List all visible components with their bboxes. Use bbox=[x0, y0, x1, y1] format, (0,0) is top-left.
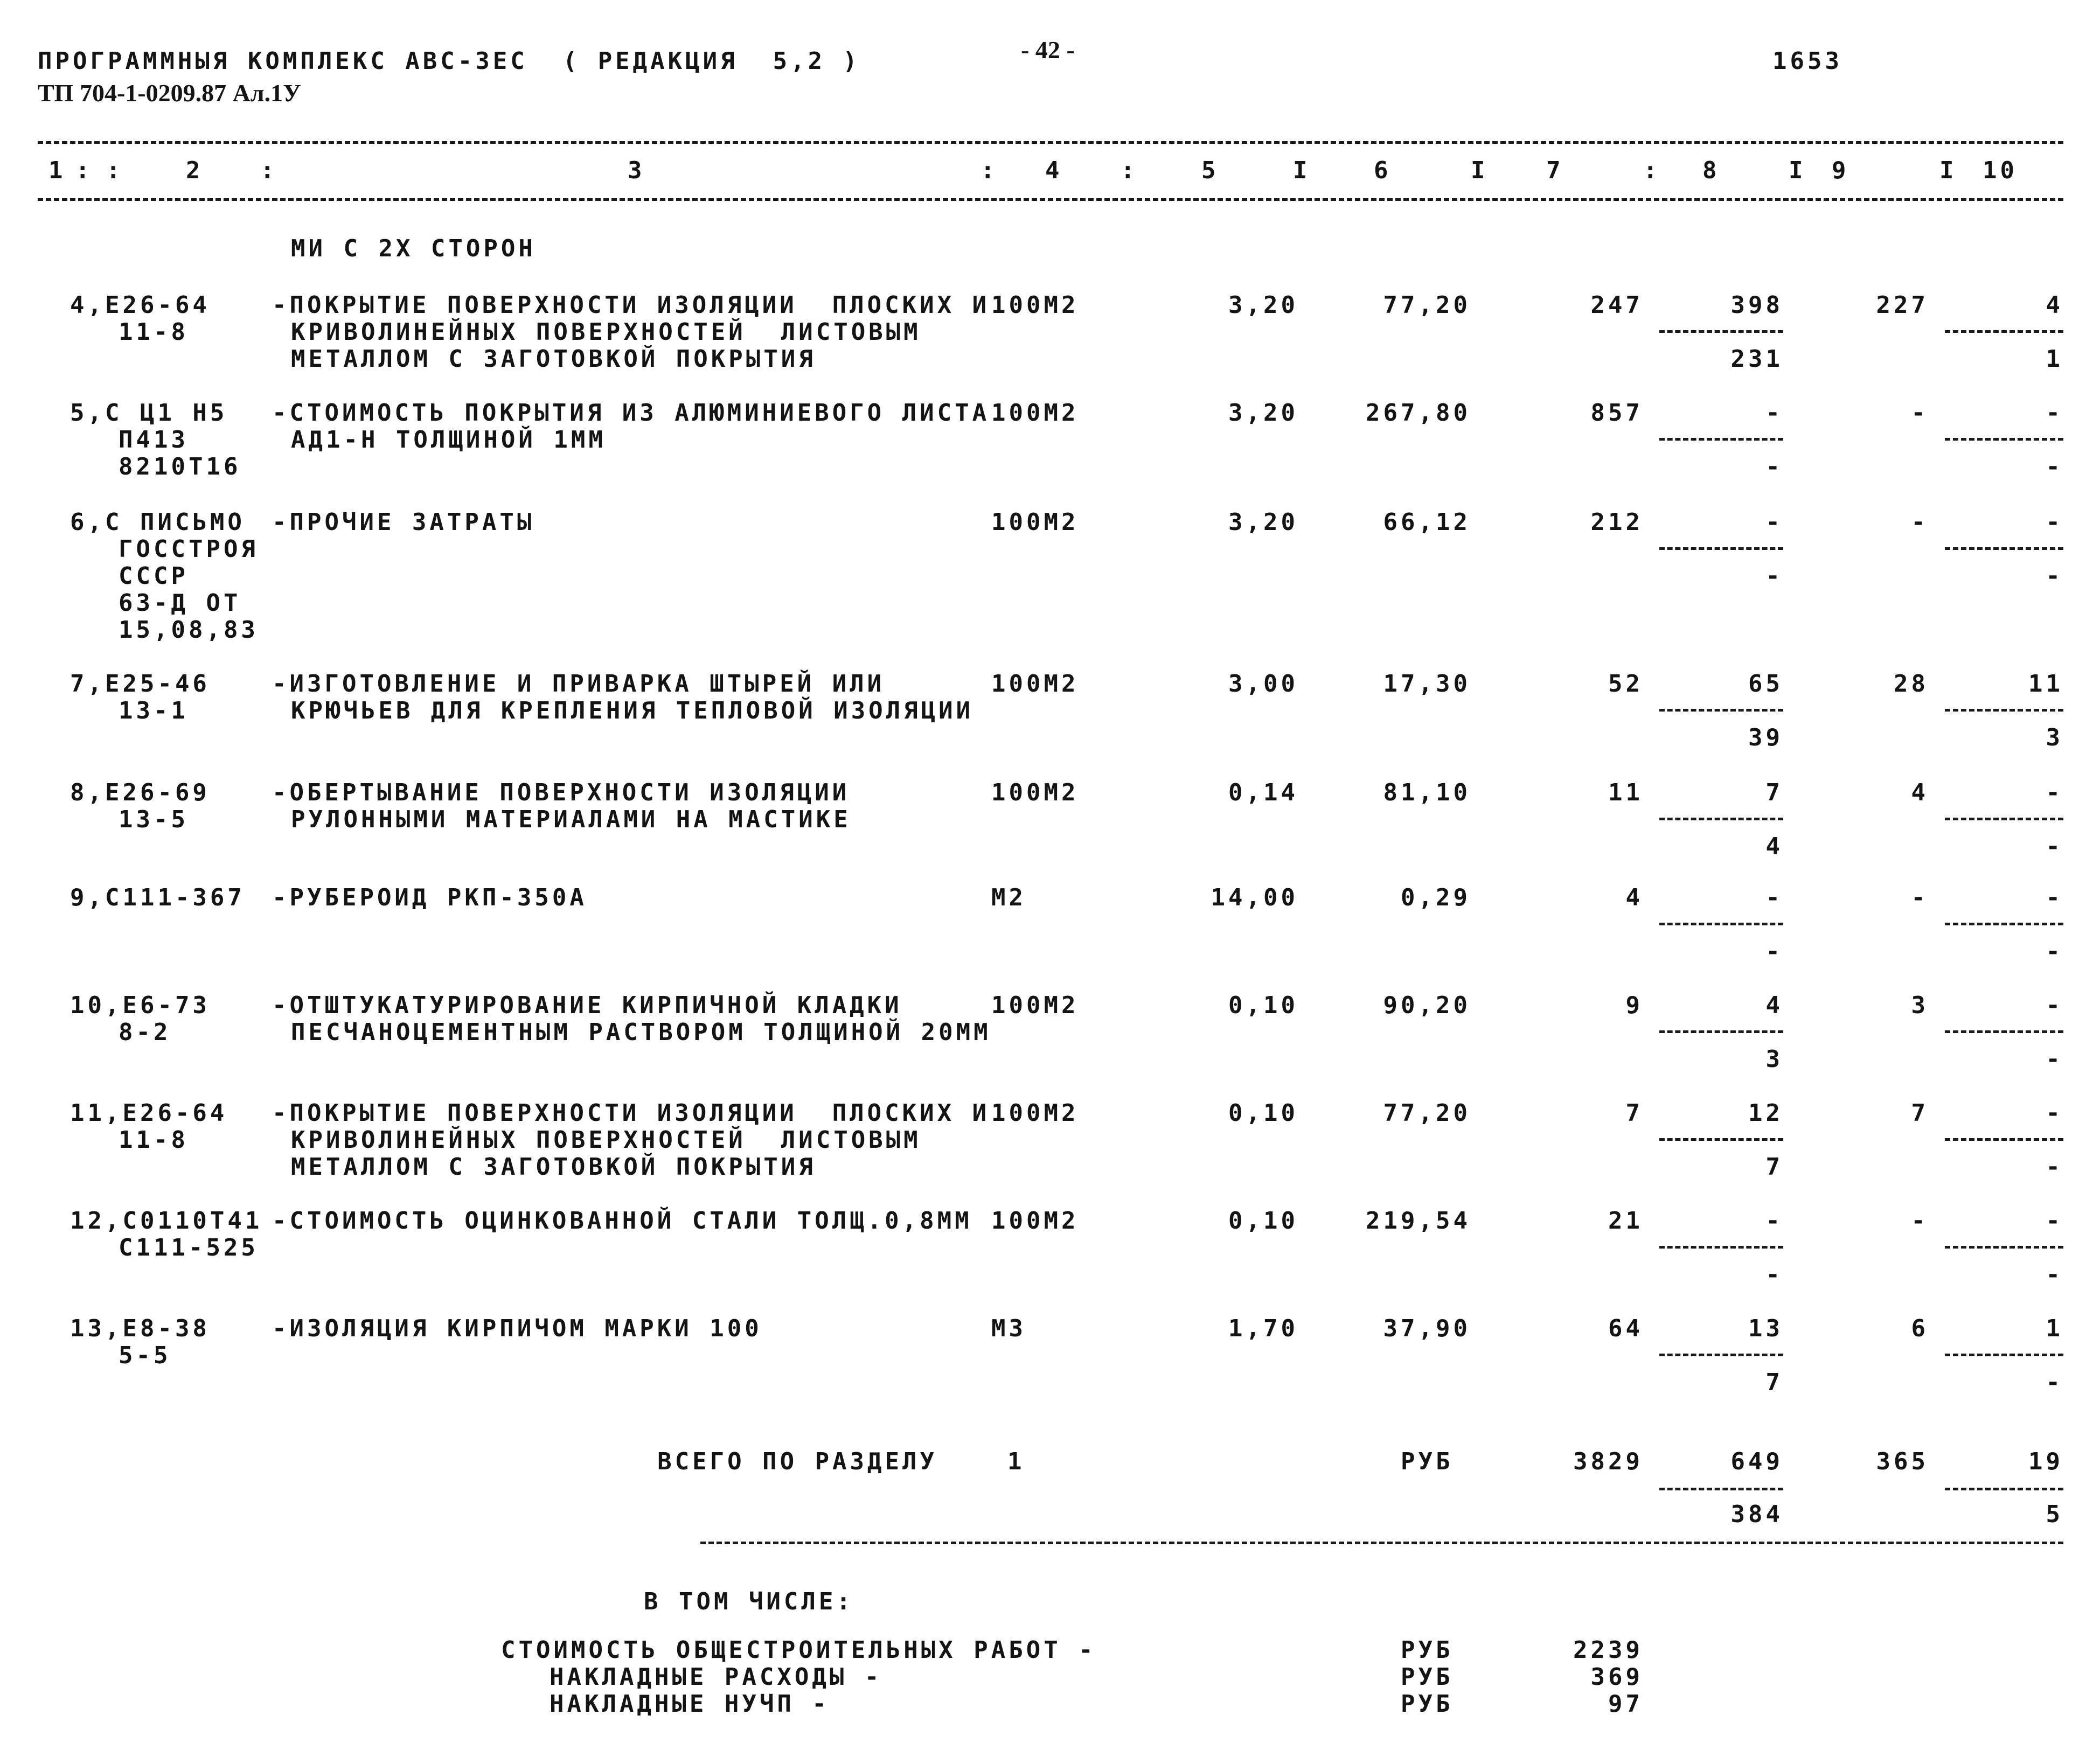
row-col10-divider bbox=[1945, 1030, 2063, 1033]
page-number: - 42 - bbox=[1021, 36, 1075, 64]
header-rule-top bbox=[38, 141, 2063, 144]
row-total: 21 bbox=[1608, 1207, 1643, 1235]
row-col8-divider bbox=[1659, 1138, 1783, 1141]
row-code-line: 63-Д ОТ bbox=[119, 589, 241, 617]
breakdown-unit: РУБ bbox=[1401, 1690, 1454, 1718]
row-col10-upper: - bbox=[2046, 1099, 2063, 1127]
row-col9: 28 bbox=[1894, 670, 1929, 698]
row-code-line: 11-8 bbox=[119, 1126, 189, 1154]
row-col10-lower: - bbox=[2046, 562, 2063, 590]
row-col10-divider bbox=[1945, 1138, 2063, 1141]
row-quantity: 1,70 bbox=[1228, 1315, 1298, 1342]
row-col10-lower: - bbox=[2046, 453, 2063, 480]
row-total: 857 bbox=[1590, 399, 1643, 427]
row-description-line: -ИЗОЛЯЦИЯ КИРПИЧОМ МАРКИ 100 bbox=[272, 1315, 762, 1342]
row-code-line: 7,Е25-46 bbox=[70, 670, 210, 698]
row-col8-divider bbox=[1659, 1246, 1783, 1249]
row-col10-divider bbox=[1945, 709, 2063, 712]
row-col9: - bbox=[1911, 884, 1929, 911]
row-unit-price: 267,80 bbox=[1366, 399, 1471, 427]
row-col10-upper: - bbox=[2046, 1207, 2063, 1235]
column-separator: I bbox=[1939, 157, 1957, 184]
continuation-text: МИ С 2Х СТОРОН bbox=[291, 235, 536, 262]
document-number: ТП 704-1-0209.87 Ал.1У bbox=[38, 79, 301, 107]
row-code-line: 5-5 bbox=[119, 1342, 171, 1369]
total-section-number: 1 bbox=[1007, 1448, 1025, 1475]
row-col10-upper: - bbox=[2046, 884, 2063, 911]
row-code-line: 10,Е6-73 bbox=[70, 992, 210, 1019]
column-separator: : bbox=[106, 157, 124, 184]
column-separator: I bbox=[1471, 157, 1489, 184]
row-col8-upper: 12 bbox=[1748, 1099, 1783, 1127]
breakdown-value: 369 bbox=[1590, 1663, 1643, 1691]
row-code-line: СССР bbox=[119, 562, 189, 590]
row-col10-lower: 1 bbox=[2046, 345, 2063, 373]
row-col10-lower: - bbox=[2046, 1045, 2063, 1073]
row-unit-price: 81,10 bbox=[1383, 779, 1471, 806]
row-col8-upper: - bbox=[1765, 884, 1783, 911]
row-code-line: 15,08,83 bbox=[119, 616, 259, 644]
row-col8-lower: - bbox=[1765, 562, 1783, 590]
row-description-line: -ОТШТУКАТУРИРОВАНИЕ КИРПИЧНОЙ КЛАДКИ bbox=[272, 992, 902, 1019]
row-code-line: 9,С111-367 bbox=[70, 884, 245, 911]
row-col10-lower: - bbox=[2046, 1153, 2063, 1181]
row-col10-upper: - bbox=[2046, 508, 2063, 536]
row-col8-upper: 13 bbox=[1748, 1315, 1783, 1342]
row-quantity: 14,00 bbox=[1211, 884, 1298, 911]
row-unit: 100М2 bbox=[991, 508, 1079, 536]
row-code-line: 12,С0110Т41 bbox=[70, 1207, 263, 1235]
column-number: 7 bbox=[1546, 157, 1564, 184]
row-col10-upper: 11 bbox=[2028, 670, 2063, 698]
row-col9: - bbox=[1911, 399, 1929, 427]
row-col8-upper: 65 bbox=[1748, 670, 1783, 698]
row-description-line: МЕТАЛЛОМ С ЗАГОТОВКОЙ ПОКРЫТИЯ bbox=[291, 345, 816, 373]
including-label: В ТОМ ЧИСЛЕ: bbox=[644, 1588, 854, 1615]
row-description-line: -ОБЕРТЫВАНИЕ ПОВЕРХНОСТИ ИЗОЛЯЦИИ bbox=[272, 779, 850, 806]
row-unit-price: 0,29 bbox=[1401, 884, 1471, 911]
row-description-line: -ПОКРЫТИЕ ПОВЕРХНОСТИ ИЗОЛЯЦИИ ПЛОСКИХ И bbox=[272, 291, 990, 319]
row-unit-price: 90,20 bbox=[1383, 992, 1471, 1019]
breakdown-unit: РУБ bbox=[1401, 1636, 1454, 1664]
column-separator: I bbox=[1293, 157, 1311, 184]
row-col10-divider bbox=[1945, 330, 2063, 333]
column-separator: : bbox=[260, 157, 278, 184]
row-unit: 100М2 bbox=[991, 1099, 1079, 1127]
row-col10-lower: - bbox=[2046, 938, 2063, 965]
row-col9: - bbox=[1911, 1207, 1929, 1235]
row-description-line: -РУБЕРОИД РКП-350А bbox=[272, 884, 587, 911]
row-total: 9 bbox=[1625, 992, 1643, 1019]
column-separator: : bbox=[1643, 157, 1661, 184]
row-col8-upper: 7 bbox=[1765, 779, 1783, 806]
row-code-line: 11,Е26-64 bbox=[70, 1099, 228, 1127]
total-sum: 3829 bbox=[1573, 1448, 1643, 1475]
row-col8-lower: 7 bbox=[1765, 1153, 1783, 1181]
column-number: 1 bbox=[48, 157, 66, 184]
column-number: 6 bbox=[1374, 157, 1392, 184]
row-col8-upper: 4 bbox=[1765, 992, 1783, 1019]
row-unit: 100М2 bbox=[991, 1207, 1079, 1235]
program-title: ПРОГРАММНЫЯ КОМПЛЕКС АВС-ЗЕС ( РЕДАКЦИЯ 5,2 ) bbox=[38, 47, 861, 75]
row-code-line: 13,Е8-38 bbox=[70, 1315, 210, 1342]
row-col9: 7 bbox=[1911, 1099, 1929, 1127]
row-code-line: 13-1 bbox=[119, 697, 189, 724]
column-separator: : bbox=[981, 157, 998, 184]
total-unit: РУБ bbox=[1401, 1448, 1454, 1475]
row-code-line: 6,С ПИСЬМО bbox=[70, 508, 245, 536]
row-col10-lower: - bbox=[2046, 1369, 2063, 1396]
row-description-line: МЕТАЛЛОМ С ЗАГОТОВКОЙ ПОКРЫТИЯ bbox=[291, 1153, 816, 1181]
row-unit-price: 37,90 bbox=[1383, 1315, 1471, 1342]
row-unit: М3 bbox=[991, 1315, 1026, 1342]
row-col9: 3 bbox=[1911, 992, 1929, 1019]
column-separator: : bbox=[1121, 157, 1138, 184]
row-description-line: АД1-Н ТОЛЩИНОЙ 1ММ bbox=[291, 426, 606, 454]
row-quantity: 0,10 bbox=[1228, 1099, 1298, 1127]
row-col8-divider bbox=[1659, 1030, 1783, 1033]
column-number: 5 bbox=[1201, 157, 1219, 184]
breakdown-value: 2239 bbox=[1573, 1636, 1643, 1664]
row-unit: 100М2 bbox=[991, 399, 1079, 427]
row-col8-upper: - bbox=[1765, 1207, 1783, 1235]
row-col8-lower: - bbox=[1765, 1261, 1783, 1288]
column-number: 2 bbox=[186, 157, 204, 184]
row-total: 64 bbox=[1608, 1315, 1643, 1342]
row-col9: 227 bbox=[1876, 291, 1929, 319]
row-unit: М2 bbox=[991, 884, 1026, 911]
row-col10-divider bbox=[1945, 438, 2063, 441]
row-col10-lower: 3 bbox=[2046, 724, 2063, 751]
row-col10-lower: - bbox=[2046, 833, 2063, 860]
row-total: 212 bbox=[1590, 508, 1643, 536]
row-col8-divider bbox=[1659, 818, 1783, 820]
row-description-line: ПЕСЧАНОЦЕМЕНТНЫМ РАСТВОРОМ ТОЛЩИНОЙ 20ММ bbox=[291, 1019, 991, 1046]
row-col10-upper: - bbox=[2046, 779, 2063, 806]
total-col8-divider bbox=[1659, 1488, 1783, 1490]
total-col10: 19 bbox=[2028, 1448, 2063, 1475]
row-col8-lower: 39 bbox=[1748, 724, 1783, 751]
row-col8-divider bbox=[1659, 330, 1783, 333]
row-total: 52 bbox=[1608, 670, 1643, 698]
row-col8-lower: 7 bbox=[1765, 1369, 1783, 1396]
row-code-line: 11-8 bbox=[119, 318, 189, 346]
row-description-line: КРИВОЛИНЕЙНЫХ ПОВЕРХНОСТЕЙ ЛИСТОВЫМ bbox=[291, 318, 921, 346]
row-col8-upper: 398 bbox=[1730, 291, 1783, 319]
total-col8: 649 bbox=[1730, 1448, 1783, 1475]
sheet-code: 1653 bbox=[1772, 47, 1842, 75]
row-total: 7 bbox=[1625, 1099, 1643, 1127]
row-code-line: 8-2 bbox=[119, 1019, 171, 1046]
column-separator: I bbox=[1789, 157, 1806, 184]
row-total: 4 bbox=[1625, 884, 1643, 911]
row-col8-divider bbox=[1659, 547, 1783, 550]
row-code-line: 5,С Ц1 Н5 bbox=[70, 399, 228, 427]
row-code-line: 4,Е26-64 bbox=[70, 291, 210, 319]
row-quantity: 0,14 bbox=[1228, 779, 1298, 806]
row-unit: 100М2 bbox=[991, 670, 1079, 698]
row-code-line: 8210Т16 bbox=[119, 453, 241, 480]
row-quantity: 3,20 bbox=[1228, 508, 1298, 536]
column-number: 3 bbox=[628, 157, 645, 184]
row-col9: - bbox=[1911, 508, 1929, 536]
row-col10-upper: - bbox=[2046, 399, 2063, 427]
row-description-line: -ПРОЧИЕ ЗАТРАТЫ bbox=[272, 508, 535, 536]
row-description-line: -ИЗГОТОВЛЕНИЕ И ПРИВАРКА ШТЫРЕЙ ИЛИ bbox=[272, 670, 885, 698]
row-col10-divider bbox=[1945, 818, 2063, 820]
row-col8-divider bbox=[1659, 438, 1783, 441]
row-code-line: ГОССТРОЯ bbox=[119, 535, 259, 563]
row-quantity: 3,00 bbox=[1228, 670, 1298, 698]
total-rule bbox=[700, 1542, 2063, 1544]
row-quantity: 3,20 bbox=[1228, 399, 1298, 427]
row-col8-lower: - bbox=[1765, 453, 1783, 480]
breakdown-unit: РУБ bbox=[1401, 1663, 1454, 1691]
column-number: 8 bbox=[1702, 157, 1720, 184]
row-description-line: КРЮЧЬЕВ ДЛЯ КРЕПЛЕНИЯ ТЕПЛОВОЙ ИЗОЛЯЦИИ bbox=[291, 697, 974, 724]
breakdown-label: СТОИМОСТЬ ОБЩЕСТРОИТЕЛЬНЫХ РАБОТ - bbox=[501, 1636, 1096, 1664]
breakdown-label: НАКЛАДНЫЕ НУЧП - bbox=[550, 1690, 830, 1718]
row-total: 11 bbox=[1608, 779, 1643, 806]
row-col9: 4 bbox=[1911, 779, 1929, 806]
column-separator: : bbox=[75, 157, 93, 184]
row-quantity: 0,10 bbox=[1228, 1207, 1298, 1235]
row-unit: 100М2 bbox=[991, 992, 1079, 1019]
column-number: 10 bbox=[1983, 157, 2018, 184]
row-col8-divider bbox=[1659, 1354, 1783, 1356]
row-unit: 100М2 bbox=[991, 779, 1079, 806]
total-col10-lower: 5 bbox=[2046, 1501, 2063, 1528]
row-description-line: -СТОИМОСТЬ ПОКРЫТИЯ ИЗ АЛЮМИНИЕВОГО ЛИСТА bbox=[272, 399, 990, 427]
row-unit-price: 219,54 bbox=[1366, 1207, 1471, 1235]
row-col8-divider bbox=[1659, 709, 1783, 712]
row-col10-upper: - bbox=[2046, 992, 2063, 1019]
row-col9: 6 bbox=[1911, 1315, 1929, 1342]
row-col10-divider bbox=[1945, 1246, 2063, 1249]
total-col9: 365 bbox=[1876, 1448, 1929, 1475]
row-description-line: -ПОКРЫТИЕ ПОВЕРХНОСТИ ИЗОЛЯЦИИ ПЛОСКИХ И bbox=[272, 1099, 990, 1127]
row-description-line: КРИВОЛИНЕЙНЫХ ПОВЕРХНОСТЕЙ ЛИСТОВЫМ bbox=[291, 1126, 921, 1154]
row-quantity: 3,20 bbox=[1228, 291, 1298, 319]
row-col8-divider bbox=[1659, 923, 1783, 925]
row-unit: 100М2 bbox=[991, 291, 1079, 319]
row-unit-price: 77,20 bbox=[1383, 291, 1471, 319]
row-col10-divider bbox=[1945, 923, 2063, 925]
row-quantity: 0,10 bbox=[1228, 992, 1298, 1019]
row-col10-upper: 1 bbox=[2046, 1315, 2063, 1342]
row-code-line: П413 bbox=[119, 426, 189, 454]
breakdown-value: 97 bbox=[1608, 1690, 1643, 1718]
total-col8-lower: 384 bbox=[1730, 1501, 1783, 1528]
row-total: 247 bbox=[1590, 291, 1643, 319]
row-code-line: 8,Е26-69 bbox=[70, 779, 210, 806]
row-col10-divider bbox=[1945, 1354, 2063, 1356]
row-col8-lower: 231 bbox=[1730, 345, 1783, 373]
row-col8-upper: - bbox=[1765, 399, 1783, 427]
column-number: 9 bbox=[1832, 157, 1849, 184]
row-unit-price: 77,20 bbox=[1383, 1099, 1471, 1127]
row-unit-price: 66,12 bbox=[1383, 508, 1471, 536]
row-col8-lower: - bbox=[1765, 938, 1783, 965]
row-col8-upper: - bbox=[1765, 508, 1783, 536]
row-code-line: С111-525 bbox=[119, 1234, 259, 1261]
row-col8-lower: 4 bbox=[1765, 833, 1783, 860]
row-description-line: -СТОИМОСТЬ ОЦИНКОВАННОЙ СТАЛИ ТОЛЩ.0,8ММ bbox=[272, 1207, 972, 1235]
column-number: 4 bbox=[1045, 157, 1063, 184]
row-code-line: 13-5 bbox=[119, 806, 189, 833]
row-col8-lower: 3 bbox=[1765, 1045, 1783, 1073]
breakdown-label: НАКЛАДНЫЕ РАСХОДЫ - bbox=[550, 1663, 882, 1691]
row-description-line: РУЛОННЫМИ МАТЕРИАЛАМИ НА МАСТИКЕ bbox=[291, 806, 851, 833]
total-col10-divider bbox=[1945, 1488, 2063, 1490]
row-col10-upper: 4 bbox=[2046, 291, 2063, 319]
row-col10-divider bbox=[1945, 547, 2063, 550]
row-unit-price: 17,30 bbox=[1383, 670, 1471, 698]
row-col10-lower: - bbox=[2046, 1261, 2063, 1288]
header-rule-bottom bbox=[38, 198, 2063, 201]
total-label: ВСЕГО ПО РАЗДЕЛУ bbox=[657, 1448, 937, 1475]
